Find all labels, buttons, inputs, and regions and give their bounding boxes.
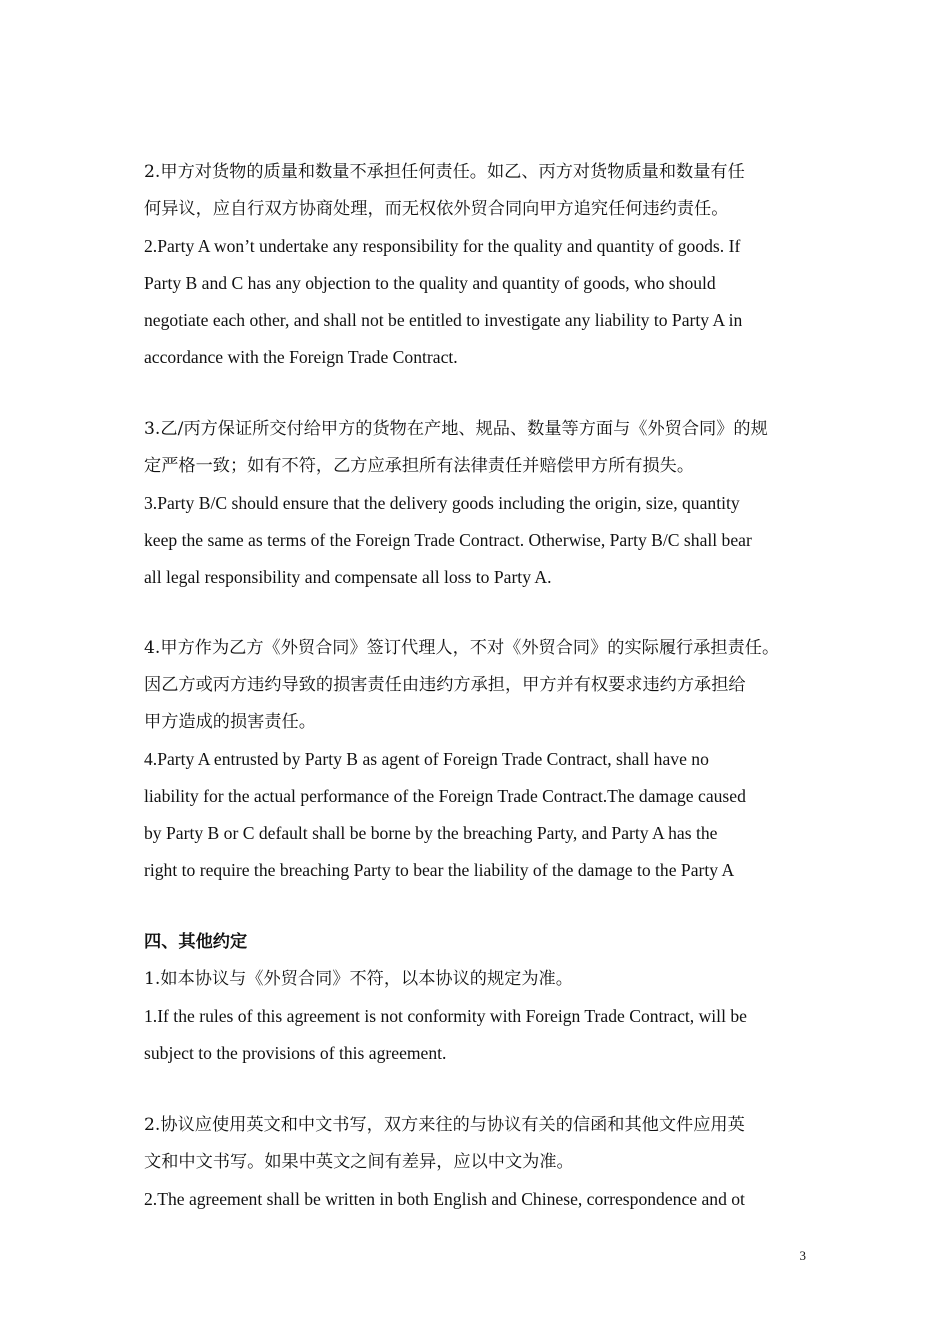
paragraph-gap [144,376,814,411]
text-line: 2.甲方对货物的质量和数量不承担任何责任。如乙、丙方对货物质量和数量有任 [144,162,745,182]
text-line: 3.Party B/C should ensure that the delivery goods including the origin, size, quantity [144,493,740,513]
clause-3-4-zh [144,630,814,741]
clause-4-2-zh [144,1107,814,1181]
text-line: by Party B or C default shall be borne by the breaching Party, and Party A has the [144,823,718,843]
text-line: 4.甲方作为乙方《外贸合同》签订代理人，不对《外贸合同》的实际履行承担责任。 [144,638,780,658]
clause-3-2-zh [144,154,814,228]
clause-4-1-en [144,998,814,1072]
text-line: 2.Party A won’t undertake any responsibility for the quality and quantity of goods. If [144,236,741,256]
page-number: 3 [799,1248,806,1263]
text-line: 2.The agreement shall be written in both English and Chinese, correspondence and ot [144,1189,745,1209]
text-line: 3.乙/丙方保证所交付给甲方的货物在产地、规品、数量等方面与《外贸合同》的规 [144,419,768,439]
clause-4-2-en [144,1181,814,1218]
text-line: 1.If the rules of this agreement is not conformity with Foreign Trade Contract, will be [144,1006,747,1026]
text-line: keep the same as terms of the Foreign Trade Contract. Otherwise, Party B/C shall bear [144,530,752,550]
clause-3-3-zh [144,411,814,485]
clause-4-1-zh [144,961,814,998]
text-line: negotiate each other, and shall not be entitled to investigate any liability to Party A in [144,310,743,330]
text-line: 因乙方或丙方违约导致的损害责任由违约方承担，甲方并有权要求违约方承担给 [144,675,746,695]
document-page [144,154,814,1218]
paragraph-gap [144,596,814,630]
clause-3-2-en [144,228,814,376]
paragraph-gap [144,889,814,924]
text-line: 4.Party A entrusted by Party B as agent of Foreign Trade Contract, shall have no [144,749,709,769]
text-line: all legal responsibility and compensate all loss to Party A. [144,567,552,587]
text-line: accordance with the Foreign Trade Contract. [144,347,458,367]
clause-3-4-en [144,741,814,889]
text-line: 甲方造成的损害责任。 [144,712,316,732]
text-line: 1.如本协议与《外贸合同》不符，以本协议的规定为准。 [144,969,573,989]
clause-3-3-en [144,485,814,596]
section-heading: 四、其他约定 [144,932,248,952]
text-line: 定严格一致；如有不符，乙方应承担所有法律责任并赔偿甲方所有损失。 [144,456,695,476]
text-line: Party B and C has any objection to the quality and quantity of goods, who should [144,273,716,293]
text-line: 2.协议应使用英文和中文书写，双方来往的与协议有关的信函和其他文件应用英 [144,1115,745,1135]
text-line: 文和中文书写。如果中英文之间有差异，应以中文为准。 [144,1152,574,1172]
text-line: right to require the breaching Party to bear the liability of the damage to the Party A [144,860,735,880]
text-line: 何异议，应自行双方协商处理，而无权依外贸合同向甲方追究任何违约责任。 [144,199,729,219]
paragraph-gap [144,1072,814,1107]
text-line: liability for the actual performance of the Foreign Trade Contract.The damage caused [144,786,746,806]
text-line: subject to the provisions of this agreement. [144,1043,447,1063]
